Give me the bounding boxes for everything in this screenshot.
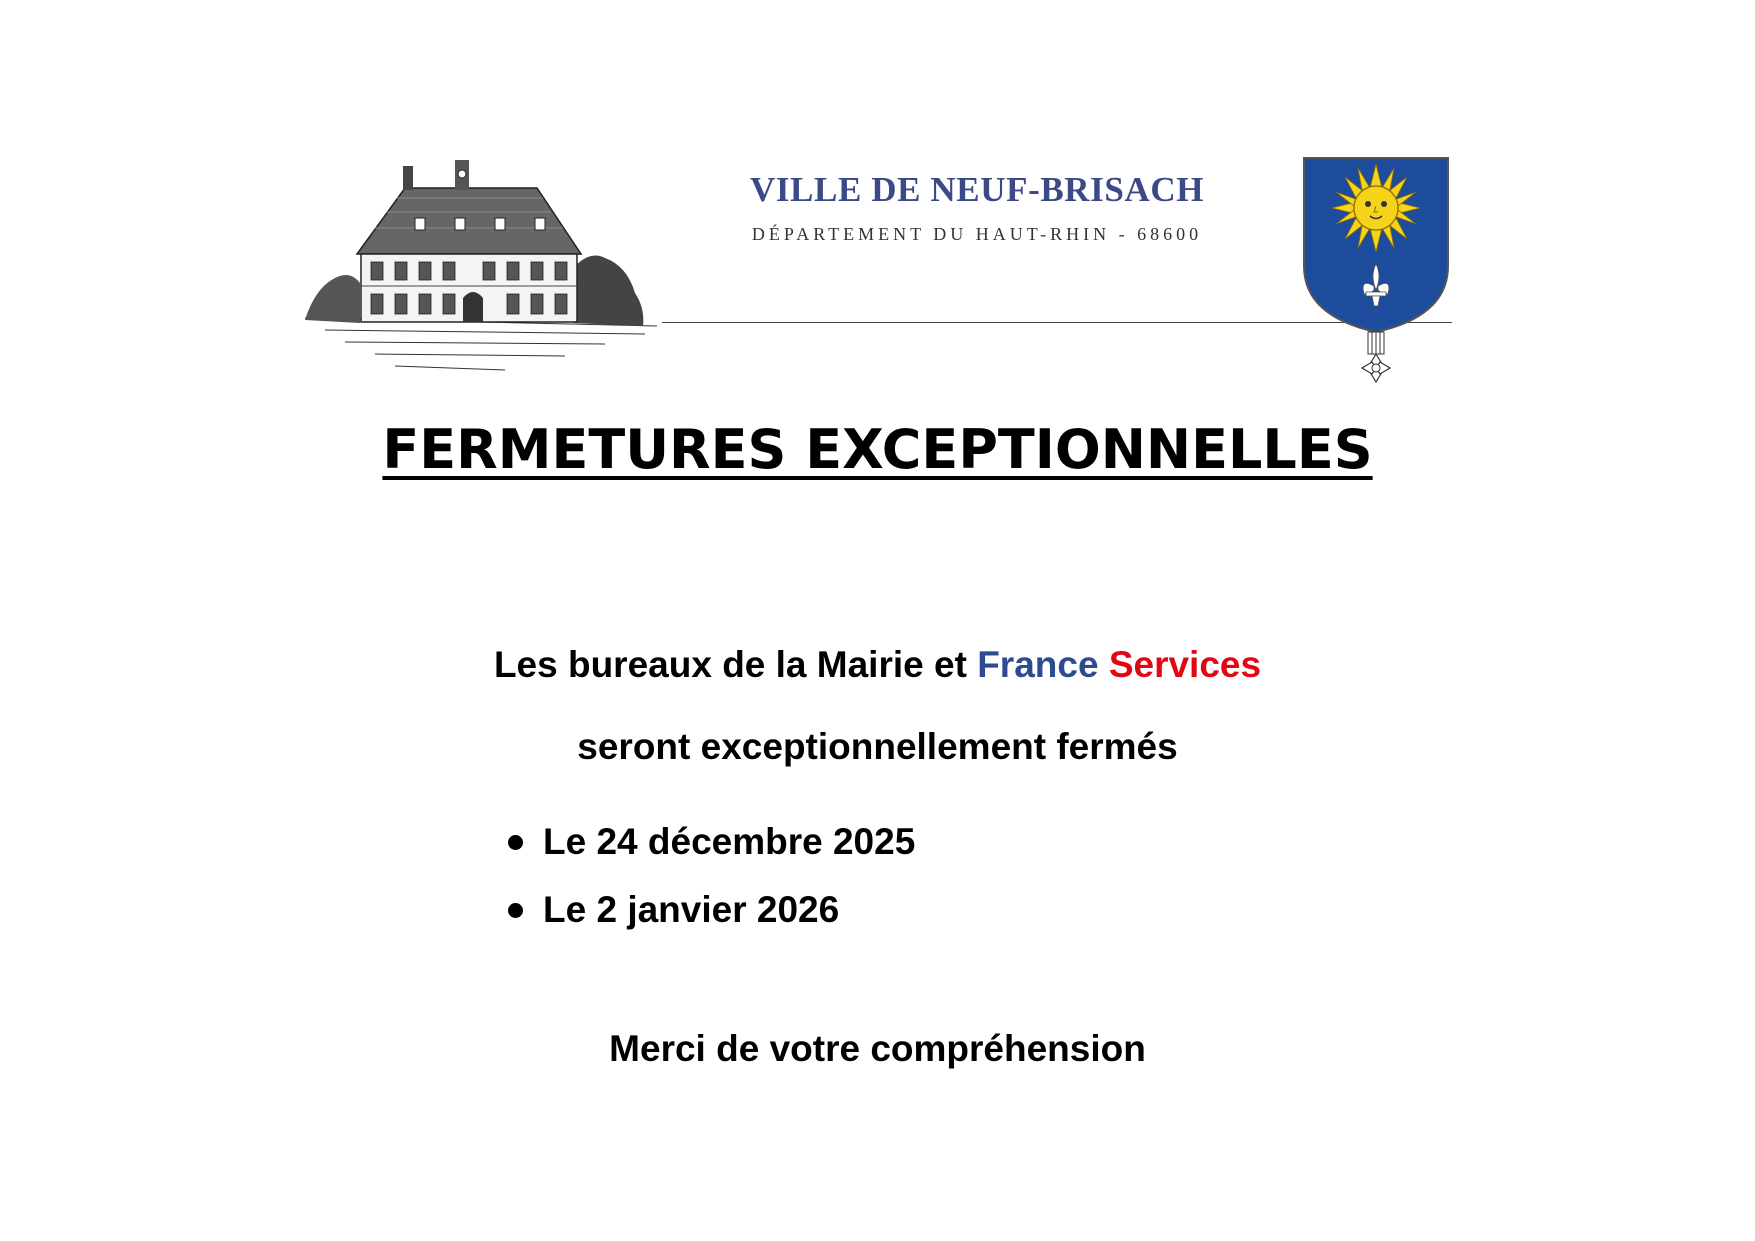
notice-title <box>0 418 1755 481</box>
notice-line-closed: seront exceptionnellement fermés <box>577 726 1178 767</box>
closure-dates-list <box>508 808 915 944</box>
coat-of-arms-icon <box>1300 156 1452 384</box>
town-hall-illustration <box>305 158 657 380</box>
closing-thanks: Merci de votre compréhension <box>609 1028 1146 1069</box>
france-services-space <box>1099 644 1109 685</box>
bullet-icon <box>508 835 523 850</box>
closure-date-text: Le 24 décembre 2025 <box>543 821 916 862</box>
town-name: VILLE DE NEUF-BRISACH <box>749 170 1205 209</box>
department-line: DÉPARTEMENT DU HAUT-RHIN - 68600 <box>751 224 1203 244</box>
closure-date-text: Le 2 janvier 2026 <box>543 889 840 930</box>
bullet-icon <box>508 903 523 918</box>
notice-title-text: FERMETURES EXCEPTIONNELLES <box>382 418 1373 481</box>
closure-date-item <box>508 876 915 944</box>
closure-date-item <box>508 808 915 876</box>
offices-text: Les bureaux de la Mairie et <box>493 644 978 685</box>
letterhead <box>0 0 1755 400</box>
services-word: Services <box>1108 644 1262 685</box>
france-word: France <box>977 644 1099 685</box>
notice-line-offices <box>0 644 1755 686</box>
